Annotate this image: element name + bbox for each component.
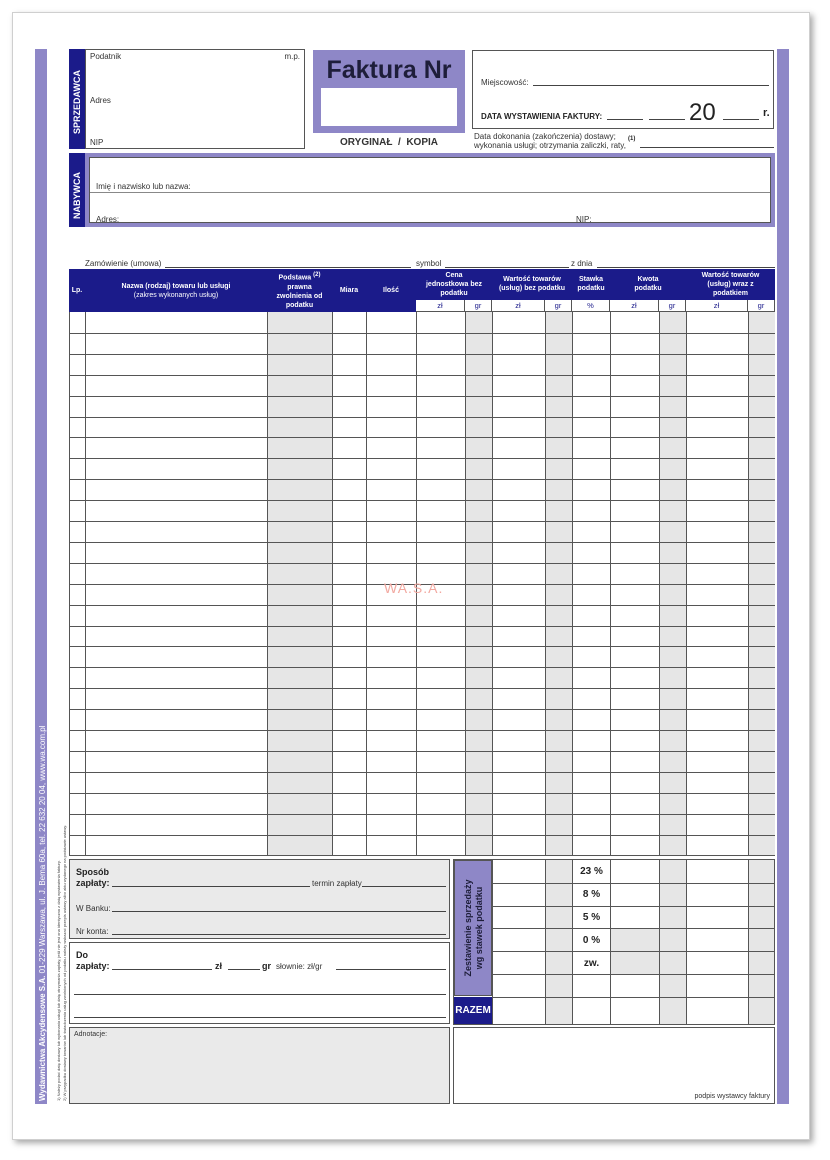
tax-gr: gr [659,300,686,312]
issue-month-field[interactable] [649,119,685,120]
table-row-line [70,772,775,773]
summary-gross-gr-shade [748,860,774,1024]
to-pay-box [69,942,450,1024]
year-prefix: 20 [689,99,716,126]
to-pay-label-1: Do [76,950,88,960]
col-divider [465,312,466,855]
table-row-line [70,417,775,418]
table-row-line [70,437,775,438]
buyer-name-label: Imię i nazwisko lub nazwa: [96,182,191,191]
col-name-subtitle: (zakres wykonanych usług) [133,291,219,299]
table-row-line [70,375,775,376]
date-box [472,50,774,129]
summary-divider [492,860,493,1024]
delivery-date-field[interactable] [640,147,774,148]
order-date-label: z dnia [571,259,593,268]
col-divider [332,312,333,855]
summary-row-line [492,974,774,975]
invoice-number-field[interactable] [321,88,457,126]
symbol-field[interactable] [445,267,569,268]
symbol-label: symbol [416,259,442,268]
col-divider [85,312,86,855]
rate-23: 23 % [580,866,603,877]
order-label: Zamówienie (umowa) [85,259,162,268]
issue-date-label: DATA WYSTAWIENIA FAKTURY: [481,112,603,121]
col-basis-mark: (2) [313,272,321,279]
rate-0: 0 % [582,935,601,946]
issue-year-field[interactable] [723,119,759,120]
table-row-line [70,542,775,543]
summary-row-line [492,928,774,929]
summary-label: Zestawienie sprzedaży wg stawek podatku [463,879,484,977]
table-row-line [70,709,775,710]
table-row-line [70,793,775,794]
bank-label: W Banku: [76,904,111,913]
buyer-address-label: Adres: [96,215,120,224]
year-suffix: r. [763,107,770,119]
table-row-line [70,563,775,564]
table-row-line [70,751,775,752]
net-value-gr: gr [545,300,572,312]
gross-zl: zł [686,300,748,312]
payment-method-label-1: Sposób [76,867,109,877]
total-label: RAZEM [455,1005,491,1016]
place-label: Miejscowość: [481,78,529,87]
col-divider [748,312,749,855]
bank-field[interactable] [112,911,446,912]
buyer-box [89,157,771,223]
in-words-field-2[interactable] [74,994,446,995]
summary-divider [610,860,611,1024]
buyer-label-bar [69,153,85,227]
summary-divider [545,860,546,1024]
watermark: WA.S.A. [384,580,444,596]
col-divider [659,312,660,855]
rate-exempt: zw. [583,958,600,969]
delivery-date-label-1: Data dokonania (zakończenia) dostawy; [474,132,616,141]
payment-method-label-2: zapłaty: [76,878,110,888]
place-field[interactable] [533,85,769,86]
table-row-line [70,479,775,480]
delivery-date-label-2: wykonania usługi; otrzymania zaliczki, raty, [474,141,626,150]
summary-divider [659,860,660,1024]
col-divider [545,312,546,855]
publisher-address: 01-229 Warszawa, ul. J. Bema 60a, tel. 22 632 20 04, [38,782,47,974]
summary-row-line [492,906,774,907]
col-divider [267,312,268,855]
table-row-line [70,458,775,459]
table-row-line [70,521,775,522]
col-divider [686,312,687,855]
table-row-line [70,730,775,731]
summary-divider [686,860,687,1024]
total-label-bar [454,997,492,1024]
col-rate-header: Stawka podatku [577,276,605,292]
col-measure-header: Miara [339,287,359,294]
to-pay-zl-label: zł [215,961,223,971]
table-row-line [70,835,775,836]
summary-row-line [492,951,774,952]
col-divider [492,312,493,855]
rate-pct: % [572,300,610,312]
table-row-line [70,333,775,334]
summary-net-gr-shade [545,860,572,1024]
publisher-info [38,726,47,1101]
table-row-line [70,396,775,397]
notes-label: Adnotacje: [74,1031,108,1038]
rate-5: 5 % [582,912,601,923]
items-table-body[interactable] [69,312,775,856]
col-name-header [85,269,267,312]
rate-8: 8 % [582,889,601,900]
col-divider [610,312,611,855]
seller-nip-label: NIP [90,138,104,147]
table-row-line [70,626,775,627]
in-words-label: słownie: zł/gr [276,962,323,971]
to-pay-zl-field[interactable] [112,969,212,970]
account-label: Nr konta: [76,927,109,936]
col-lp-header: Lp. [71,287,83,294]
summary-row-line [492,883,774,884]
to-pay-gr-field[interactable] [228,969,260,970]
right-purple-bar [777,49,789,1104]
publisher-name: Wydawnictwa Akcydensowe S.A. [38,975,47,1101]
col-net-value-header: Wartość towarów (usług) bez podatku [498,276,566,292]
to-pay-gr-label: gr [262,961,271,971]
summary-label-bar [454,860,492,996]
col-basis-word: Podstawa [278,274,312,282]
payment-method-field[interactable] [112,886,310,887]
table-row-line [70,667,775,668]
col-basis-header [267,269,332,312]
buyer-label: NABYWCA [72,172,82,219]
copy-marker: ORYGINAŁ / KOPIA [340,137,438,148]
due-date-label: termin zapłaty [312,879,362,888]
seller-label: SPRZEDAWCA [72,69,82,134]
col-tax-header: Kwota podatku [634,276,662,292]
buyer-name-field[interactable] [90,192,770,193]
footnote-1: 1) Należy podać datę dostawy lub wykonania usługi lub datę otrzymania zapłaty, jeśli nie jest ona identyczna z datą wystawienia faktury. [56,860,61,1101]
col-divider [366,312,367,855]
seller-address-label: Adres [90,96,111,105]
to-pay-label-2: zapłaty: [76,961,110,971]
buyer-nip-label: NIP: [576,215,592,224]
unit-price-gr: gr [465,300,492,312]
gross-gr: gr [748,300,775,312]
seller-label-bar [69,49,85,149]
invoice-title: Faktura Nr [326,56,452,84]
title-block [313,50,465,133]
signature-box[interactable] [453,1027,775,1104]
footnote-2: 2) W przypadku dostawy towarów lub świadczenia usług zwolnionych od podatku należy wskazać przepis ustawy albo aktu wydanego na podstawie ustawy. [62,824,67,1101]
notes-box[interactable] [69,1027,450,1104]
seller-box [85,49,305,149]
unit-price-zl: zł [416,300,465,312]
col-divider [572,312,573,855]
col-name-title: Nazwa (rodzaj) towaru lub usługi [121,282,231,290]
col-qty-header: Ilość [383,287,399,294]
account-field[interactable] [112,934,446,935]
buyer-frame [85,153,775,227]
table-row-line [70,688,775,689]
in-words-field-3[interactable] [74,1017,446,1018]
tax-zl: zł [610,300,659,312]
col-basis-title [279,271,321,282]
col-gross-header: Wartość towarów (usług) wraz z podatkiem [701,271,760,297]
net-value-zl: zł [492,300,545,312]
summary-row-line [492,997,774,998]
table-row-line [70,605,775,606]
publisher-website: www.wa.com.pl [38,725,47,781]
table-row-line [70,646,775,647]
payment-box [69,859,450,939]
mp-label: m.p. [284,52,300,61]
table-row-line [70,500,775,501]
summary-divider [748,860,749,1024]
taxpayer-label: Podatnik [90,52,122,61]
table-row-line [70,354,775,355]
col-unit-price-header: Cena jednostkowa bez podatku [425,271,482,297]
issue-day-field[interactable] [607,119,643,120]
delivery-note-mark: (1) [628,136,636,142]
order-date-field[interactable] [597,267,775,268]
due-date-field[interactable] [362,886,446,887]
signature-label: podpis wystawcy faktury [694,1093,770,1100]
col-basis-rest: prawna zwolnienia od podatku [276,283,323,309]
invoice-sheet [12,12,810,1140]
in-words-field[interactable] [336,969,446,970]
table-row-line [70,814,775,815]
order-field[interactable] [165,267,411,268]
